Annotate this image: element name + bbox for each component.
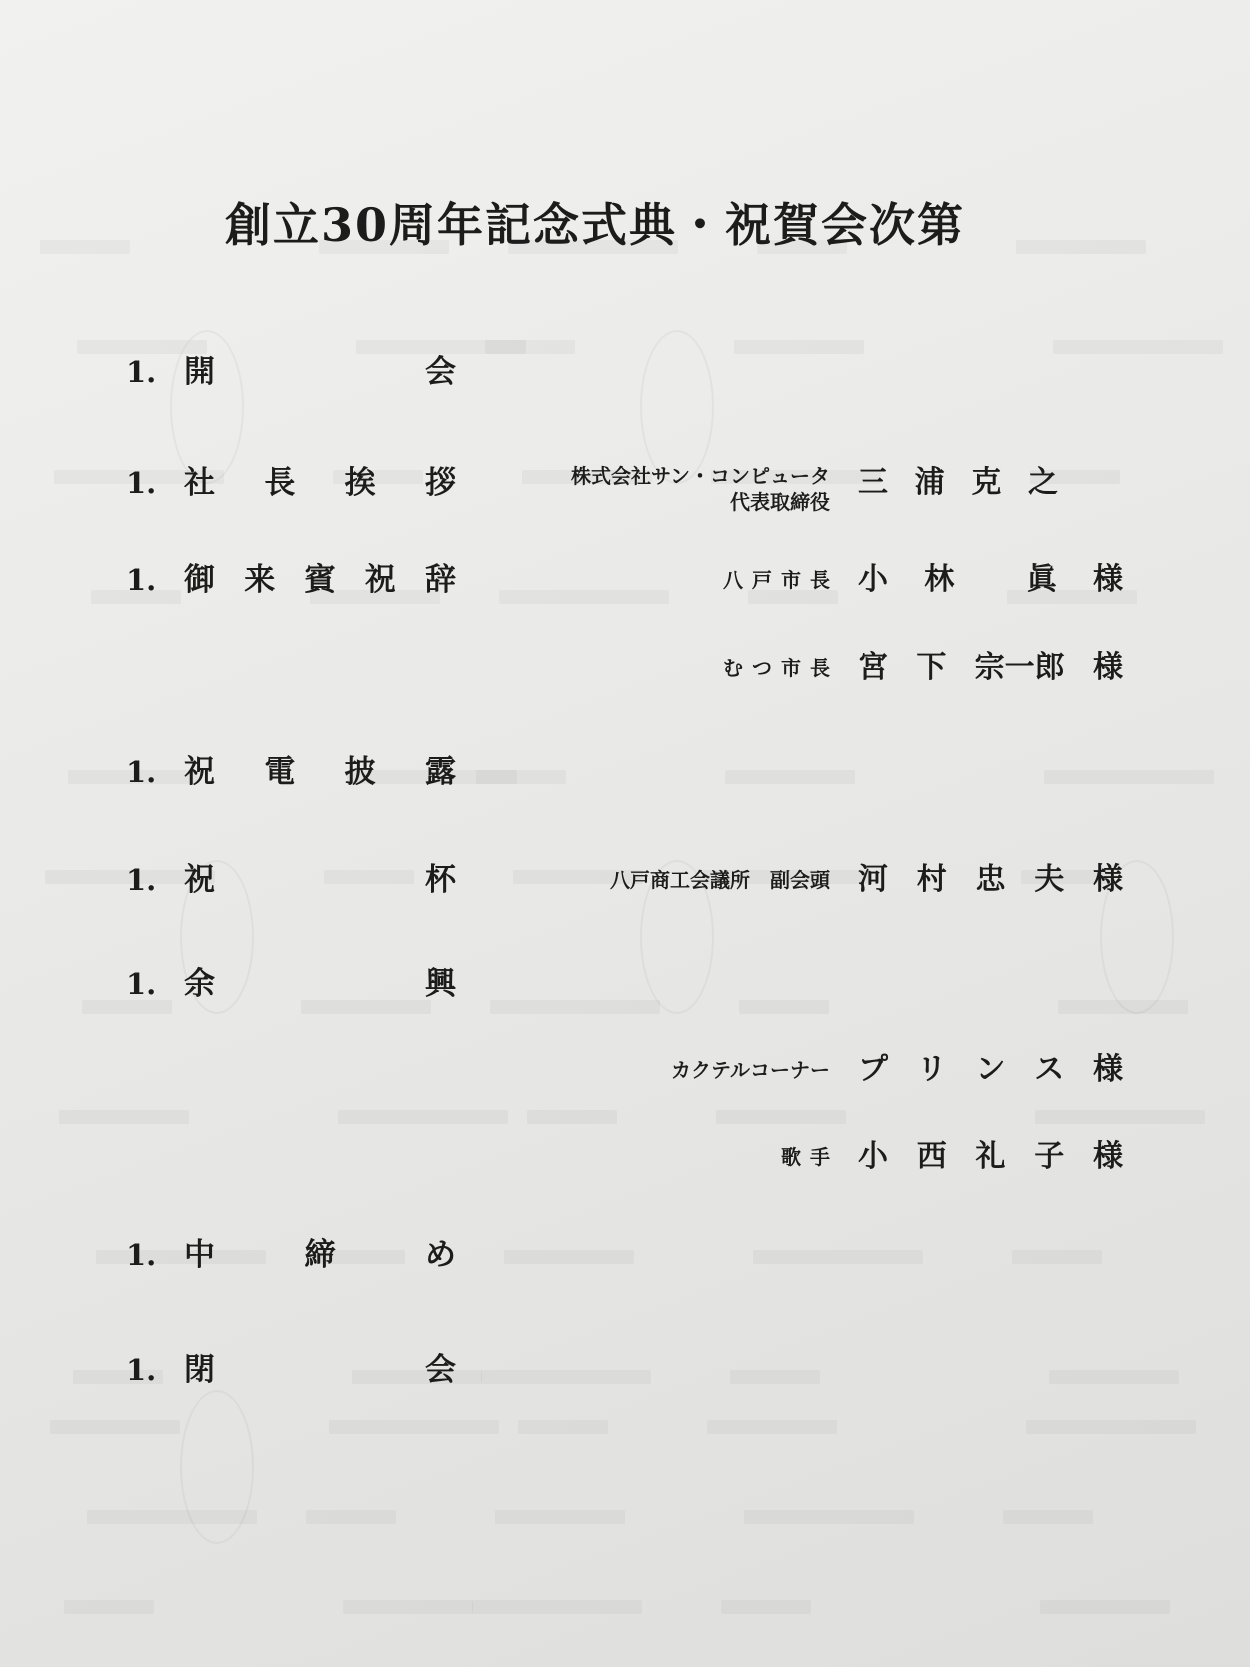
speaker-name-char: 河 xyxy=(858,862,888,897)
speaker-name-char: 様 xyxy=(1093,1052,1123,1087)
item-label xyxy=(184,1350,456,1390)
program-item xyxy=(0,752,1250,812)
program-item xyxy=(0,1050,1250,1110)
bleed-through-text xyxy=(495,1510,625,1524)
program-item xyxy=(0,352,1250,412)
item-label-char: 賓 xyxy=(304,562,336,598)
speaker-name-char: 村 xyxy=(916,862,947,897)
item-label-char: 祝 xyxy=(364,562,396,598)
program-item xyxy=(0,860,1250,920)
item-number: 1. xyxy=(126,967,157,1001)
item-label-char: 露 xyxy=(424,754,456,790)
speaker-name-char: 小 xyxy=(858,562,888,597)
speaker-name-char: 下 xyxy=(916,650,947,685)
speaker-name-char: 様 xyxy=(1093,862,1123,897)
item-number: 1. xyxy=(126,355,157,389)
item-label-char: 興 xyxy=(425,966,456,1002)
speaker-role xyxy=(671,1057,830,1083)
program-item xyxy=(0,1350,1250,1410)
item-label-char: 祝 xyxy=(184,754,215,790)
item-label-char: 開 xyxy=(184,354,215,390)
item-label-char: 閉 xyxy=(184,1352,215,1388)
bleed-through-text xyxy=(306,1510,396,1524)
speaker-role-line: 代表取締役 xyxy=(730,490,830,514)
speaker-role xyxy=(723,655,839,681)
program-item xyxy=(0,463,1250,523)
speaker-name-char: 忠 xyxy=(975,862,1006,897)
item-label-char: 社 xyxy=(184,465,215,501)
item-number: 1. xyxy=(126,863,157,897)
item-label xyxy=(184,463,456,503)
item-label-char: 杯 xyxy=(425,862,456,898)
speaker-name-char: ス xyxy=(1034,1052,1065,1087)
item-label-char: 電 xyxy=(264,754,296,790)
item-label-char: 披 xyxy=(344,754,376,790)
item-label-char: 辞 xyxy=(425,562,456,598)
speaker-name-char: 様 xyxy=(1093,1139,1123,1174)
program-item xyxy=(0,1137,1250,1197)
bleed-through-text xyxy=(716,1110,846,1124)
item-label-char: 長 xyxy=(264,465,296,501)
speaker-role-line: 八戸商工会議所 副会頭 xyxy=(610,868,830,892)
bleed-through-text xyxy=(64,1600,154,1614)
speaker-name-char: 宮 xyxy=(858,650,888,685)
bleed-through-text xyxy=(329,1420,499,1434)
speaker-role-line: むつ市長 xyxy=(723,656,839,680)
bleed-through-seal xyxy=(180,1390,254,1544)
bleed-through-text xyxy=(50,1420,180,1434)
item-label xyxy=(184,964,456,1004)
bleed-through-text xyxy=(1026,1420,1196,1434)
program-item xyxy=(0,648,1250,708)
speaker-name-char: 宗一郎 xyxy=(974,650,1065,685)
speaker-name-char: 西 xyxy=(916,1139,947,1174)
speaker-name-char: 様 xyxy=(1093,562,1123,597)
speaker-name xyxy=(858,560,1123,600)
program-item xyxy=(0,560,1250,620)
item-label xyxy=(184,752,456,792)
bleed-through-text xyxy=(518,1420,608,1434)
item-label-char: 御 xyxy=(184,562,215,598)
speaker-role xyxy=(571,463,830,515)
speaker-name xyxy=(858,860,1123,900)
speaker-name xyxy=(858,1050,1123,1090)
page-title: 創立30周年記念式典・祝賀会次第 xyxy=(224,197,965,252)
speaker-role-line: 歌手 xyxy=(781,1145,839,1169)
item-label-char: 会 xyxy=(425,354,456,390)
speaker-role-line: カクテルコーナー xyxy=(671,1058,830,1082)
item-label-char: 中 xyxy=(184,1237,215,1273)
bleed-through-text xyxy=(744,1510,914,1524)
item-label-char: 祝 xyxy=(184,862,215,898)
bleed-through-text xyxy=(527,1110,617,1124)
speaker-name-char: 林 xyxy=(924,562,955,597)
bleed-through-text xyxy=(707,1420,837,1434)
bleed-through-text xyxy=(721,1600,811,1614)
speaker-name-char: 三 xyxy=(858,465,888,500)
item-label-char: 会 xyxy=(425,1352,456,1388)
item-label xyxy=(184,860,456,900)
item-label-char: め xyxy=(425,1237,456,1273)
program-item xyxy=(0,964,1250,1024)
speaker-name-char: 之 xyxy=(1027,465,1058,500)
speaker-name-char: 眞 xyxy=(1026,562,1057,597)
speaker-name-char: 浦 xyxy=(914,465,945,500)
speaker-role xyxy=(610,867,830,893)
speaker-name xyxy=(858,1137,1123,1177)
bleed-through-text xyxy=(343,1600,473,1614)
speaker-role xyxy=(723,567,839,593)
program-item xyxy=(0,1235,1250,1295)
item-number: 1. xyxy=(126,563,157,597)
speaker-name-char: プ xyxy=(858,1052,888,1087)
item-label-char: 挨 xyxy=(344,465,376,501)
bleed-through-text xyxy=(1003,1510,1093,1524)
item-number: 1. xyxy=(126,466,157,500)
bleed-through-text xyxy=(1035,1110,1205,1124)
speaker-name-char: 様 xyxy=(1092,650,1123,685)
speaker-name-char: 克 xyxy=(971,465,1002,500)
bleed-through-text xyxy=(472,1600,642,1614)
item-label-char: 来 xyxy=(244,562,276,598)
item-label-char: 余 xyxy=(184,966,215,1002)
speaker-name xyxy=(858,463,1058,503)
bleed-through-text xyxy=(338,1110,508,1124)
speaker-role-line: 株式会社サン・コンピュータ xyxy=(571,464,830,488)
item-label xyxy=(184,1235,456,1275)
bleed-through-text xyxy=(59,1110,189,1124)
speaker-name-char: リ xyxy=(916,1052,947,1087)
speaker-name-char: 礼 xyxy=(975,1139,1006,1174)
item-number: 1. xyxy=(126,1238,157,1272)
speaker-name-char: 子 xyxy=(1034,1139,1065,1174)
speaker-name xyxy=(858,648,1123,688)
item-number: 1. xyxy=(126,1353,157,1387)
item-label xyxy=(184,560,456,600)
item-number: 1. xyxy=(126,755,157,789)
item-label xyxy=(184,352,456,392)
speaker-name-char: 夫 xyxy=(1034,862,1065,897)
speaker-role-line: 八戸市長 xyxy=(723,568,839,592)
speaker-name-char: 小 xyxy=(858,1139,888,1174)
speaker-role xyxy=(781,1144,839,1170)
item-label-char: 締 xyxy=(304,1237,336,1273)
bleed-through-text xyxy=(1040,1600,1170,1614)
speaker-name-char: ン xyxy=(975,1052,1006,1087)
item-label-char: 拶 xyxy=(424,465,456,501)
